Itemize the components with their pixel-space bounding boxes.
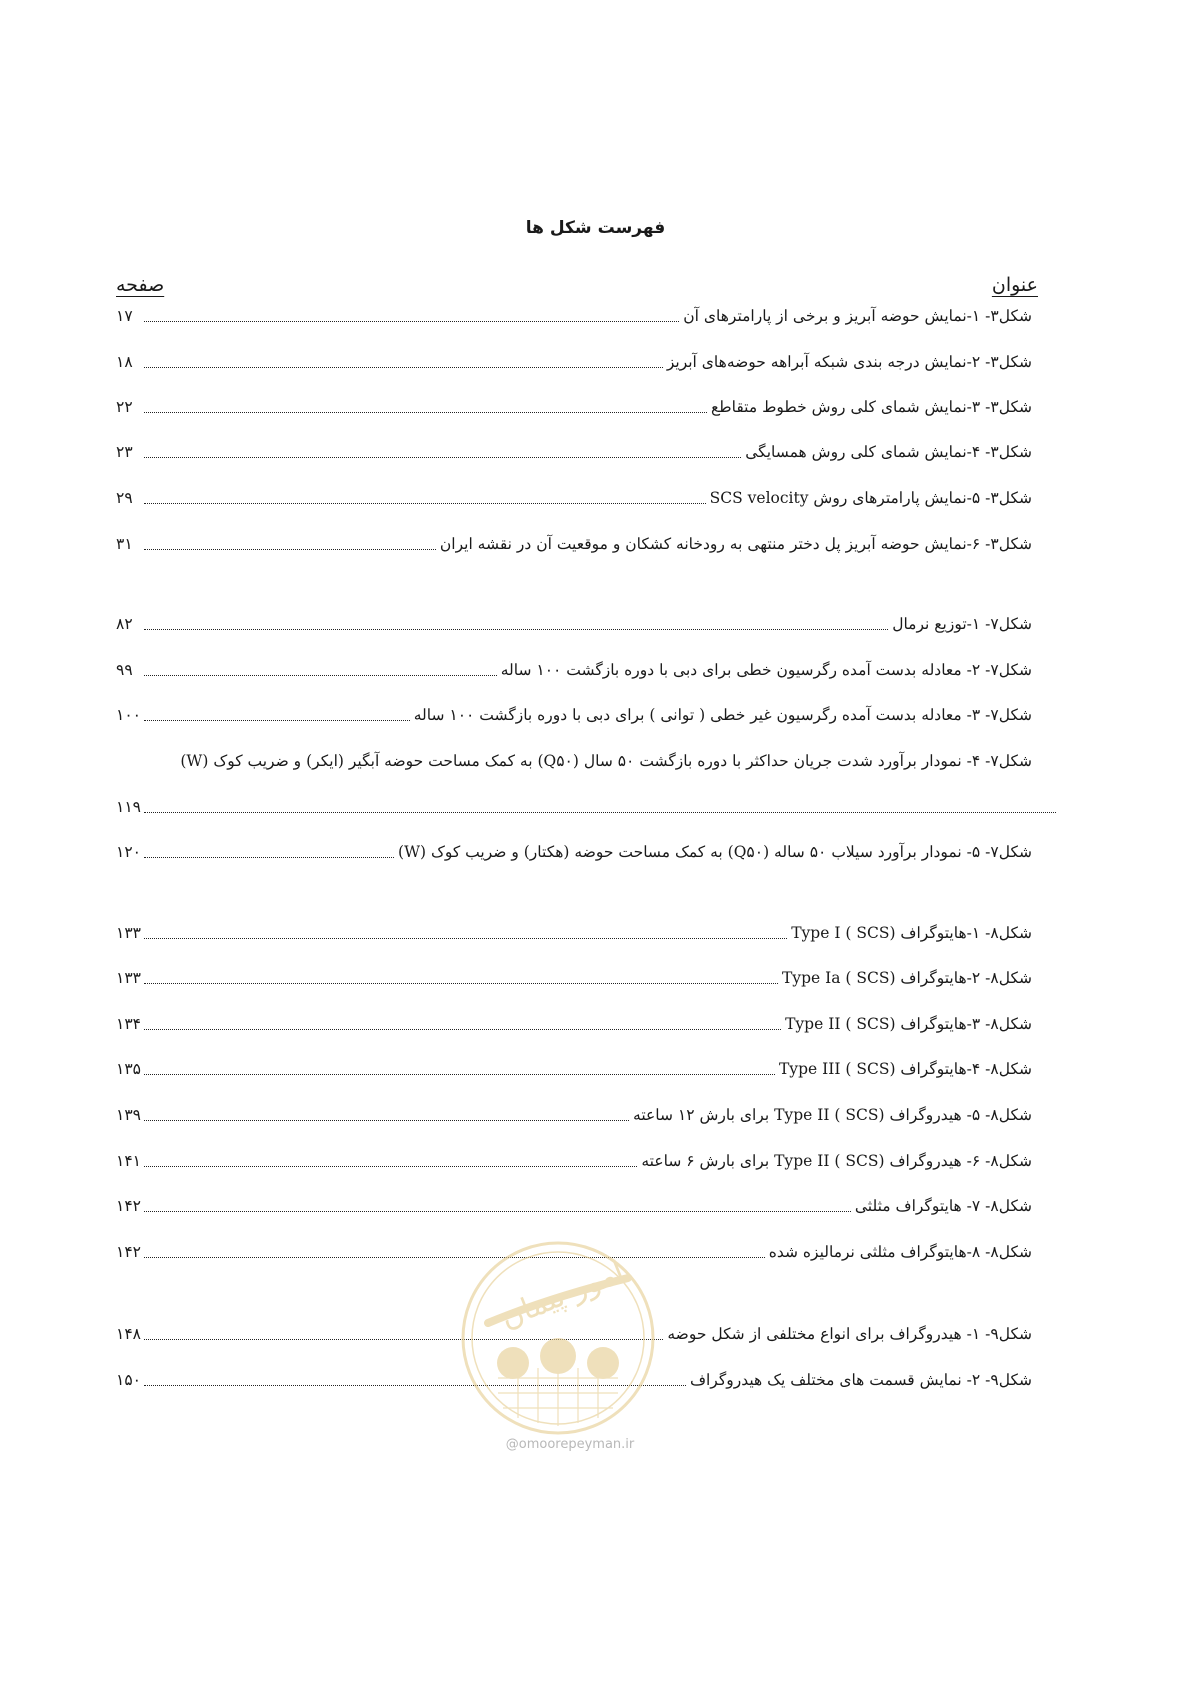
toc-entry-title: شکل۳- ۲-نمایش درجه بندی شبکه آبراهه حوضه‌های آبریز (666, 353, 1032, 371)
toc-entry-title: شکل۸- ۳-هایتوگراف Type II ( SCS) (785, 1015, 1032, 1033)
toc-entry-page: ۱۳۹ (116, 1106, 141, 1124)
toc-entry-title-wrapped[interactable]: شکل۷- ۴- نمودار برآورد شدت جریان حداکثر با دوره بازگشت ۵۰ سال (Q۵۰) به کمک مساحت حوضه آبگیر (ایکر) و ضریب کوک (W) (180, 752, 1032, 770)
toc-entry-page: ۱۷ (116, 307, 133, 325)
column-header-page: صفحه (116, 274, 165, 296)
toc-entry-page: ۱۲۰ (116, 843, 141, 861)
toc-entry[interactable] (116, 1149, 1032, 1173)
dot-leader (144, 628, 888, 630)
toc-entry-page: ۱۴۲ (116, 1197, 141, 1215)
toc-entry[interactable] (116, 840, 1032, 864)
toc-entry-page: ۹۹ (116, 661, 133, 679)
toc-entry-title: شکل۹- ۲- نمایش قسمت های مختلف یک هیدروگراف (689, 1371, 1032, 1389)
toc-entry[interactable] (116, 1240, 1032, 1264)
toc-entry[interactable] (116, 350, 1032, 374)
dot-leader (144, 1119, 629, 1121)
toc-entry[interactable] (116, 966, 1032, 990)
dot-leader (144, 937, 787, 939)
toc-entry-title: شکل۸- ۱-هایتوگراف Type I ( SCS) (791, 924, 1032, 942)
toc-entry-page: ۸۲ (116, 615, 133, 633)
toc-entry[interactable] (116, 703, 1032, 727)
toc-entry[interactable] (116, 921, 1032, 945)
toc-entry-title: شکل۳- ۳-نمایش شمای کلی روش خطوط متقاطع (711, 398, 1032, 416)
toc-entry-title: شکل۸- ۶- هیدروگراف Type II ( SCS) برای بارش ۶ ساعته (641, 1152, 1032, 1170)
toc-entry-page: ۲۹ (116, 489, 133, 507)
toc-entry[interactable] (116, 1103, 1032, 1127)
toc-entry-page: ۱۳۳ (116, 924, 141, 942)
toc-entry-title: شکل۸- ۷- هایتوگراف مثلثی (854, 1197, 1032, 1215)
toc-entry-title: شکل۷- ۱-توزیع نرمال (892, 615, 1032, 633)
toc-entry-title: شکل۳- ۴-نمایش شمای کلی روش همسایگی (745, 443, 1032, 461)
dot-leader (144, 982, 778, 984)
dot-leader (144, 812, 1056, 813)
column-header-title: عنوان (991, 274, 1038, 296)
toc-entry[interactable] (116, 304, 1032, 328)
toc-entry-page: ۱۰۰ (116, 706, 141, 724)
toc-entry-title: شکل۳- ۶-نمایش حوضه آبریز پل دختر منتهی به رودخانه کشکان و موقعیت آن در نقشه ایران (439, 535, 1032, 553)
toc-entry[interactable] (116, 395, 1032, 419)
toc-entry-page: ۳۱ (116, 535, 133, 553)
toc-entry[interactable] (116, 1322, 1032, 1346)
toc-entry-page: ۱۳۴ (116, 1015, 141, 1033)
page-title: فهرست شکل ها (525, 218, 666, 238)
toc-entry[interactable] (116, 440, 1032, 464)
toc-entry-continuation[interactable] (116, 795, 1058, 819)
toc-entry-page: ۱۳۳ (116, 969, 141, 987)
dot-leader (144, 856, 394, 858)
toc-entry-page: ۱۳۵ (116, 1060, 141, 1078)
toc-entry-page: ۱۴۲ (116, 1243, 141, 1261)
dot-leader (144, 1165, 637, 1167)
toc-entry-title: شکل۸- ۸-هایتوگراف مثلثی نرمالیزه شده (768, 1243, 1032, 1261)
toc-entry[interactable] (116, 486, 1032, 510)
toc-entry-page: ۱۱۹ (116, 798, 141, 816)
dot-leader (144, 674, 497, 676)
dot-leader (144, 366, 663, 368)
toc-entry-page: ۱۴۸ (116, 1325, 141, 1343)
toc-entry[interactable] (116, 532, 1032, 556)
toc-entry-title: شکل۸- ۴-هایتوگراف Type III ( SCS) (778, 1060, 1032, 1078)
toc-entry[interactable] (116, 1057, 1032, 1081)
toc-entry[interactable] (116, 1012, 1032, 1036)
toc-entry[interactable] (116, 1194, 1032, 1218)
dot-leader (144, 1338, 663, 1340)
watermark-logo-text: امور پیمان (495, 1254, 630, 1336)
toc-entry-page: ۲۲ (116, 398, 133, 416)
dot-leader (144, 502, 706, 504)
dot-leader (144, 548, 436, 550)
toc-entry-title: شکل۳- ۱-نمایش حوضه آبریز و برخی از پارامترهای آن (683, 307, 1032, 325)
toc-entry-title: شکل۹- ۱- هیدروگراف برای انواع مختلفی از شکل حوضه (667, 1325, 1032, 1343)
toc-entry-title: شکل۷- ۲- معادله بدست آمده رگرسیون خطی برای دبی با دوره بازگشت ۱۰۰ ساله (500, 661, 1032, 679)
toc-entry-title: شکل۷- ۵- نمودار برآورد سیلاب ۵۰ ساله (Q۵۰) به کمک مساحت حوضه (هکتار) و ضریب کوک (W) (398, 843, 1032, 861)
dot-leader (144, 719, 410, 721)
toc-entry-page: ۲۳ (116, 443, 133, 461)
toc-entry-title: شکل۷- ۳- معادله بدست آمده رگرسیون غیر خطی ( توانی ) برای دبی با دوره بازگشت ۱۰۰ ساله (413, 706, 1032, 724)
watermark-domain: @omoorepeyman.ir (505, 1437, 635, 1452)
toc-entry-page: ۱۵۰ (116, 1371, 141, 1389)
dot-leader (144, 1210, 851, 1212)
toc-entry-title: شکل۳- ۵-نمایش پارامترهای روش SCS velocity (709, 489, 1032, 507)
dot-leader (144, 1256, 765, 1258)
toc-entry-page: ۱۸ (116, 353, 133, 371)
dot-leader (144, 1073, 775, 1075)
toc-entry[interactable] (116, 1368, 1032, 1392)
toc-entry-title: شکل۸- ۵- هیدروگراف Type II ( SCS) برای بارش ۱۲ ساعته (633, 1106, 1032, 1124)
toc-entry-page: ۱۴۱ (116, 1152, 141, 1170)
toc-entry-title: شکل۸- ۲-هایتوگراف Type Ia ( SCS) (781, 969, 1032, 987)
dot-leader (144, 456, 741, 458)
dot-leader (144, 1028, 781, 1030)
toc-entry[interactable] (116, 612, 1032, 636)
dot-leader (144, 1384, 686, 1386)
dot-leader (144, 411, 707, 413)
toc-entry[interactable] (116, 658, 1032, 682)
dot-leader (144, 320, 679, 322)
